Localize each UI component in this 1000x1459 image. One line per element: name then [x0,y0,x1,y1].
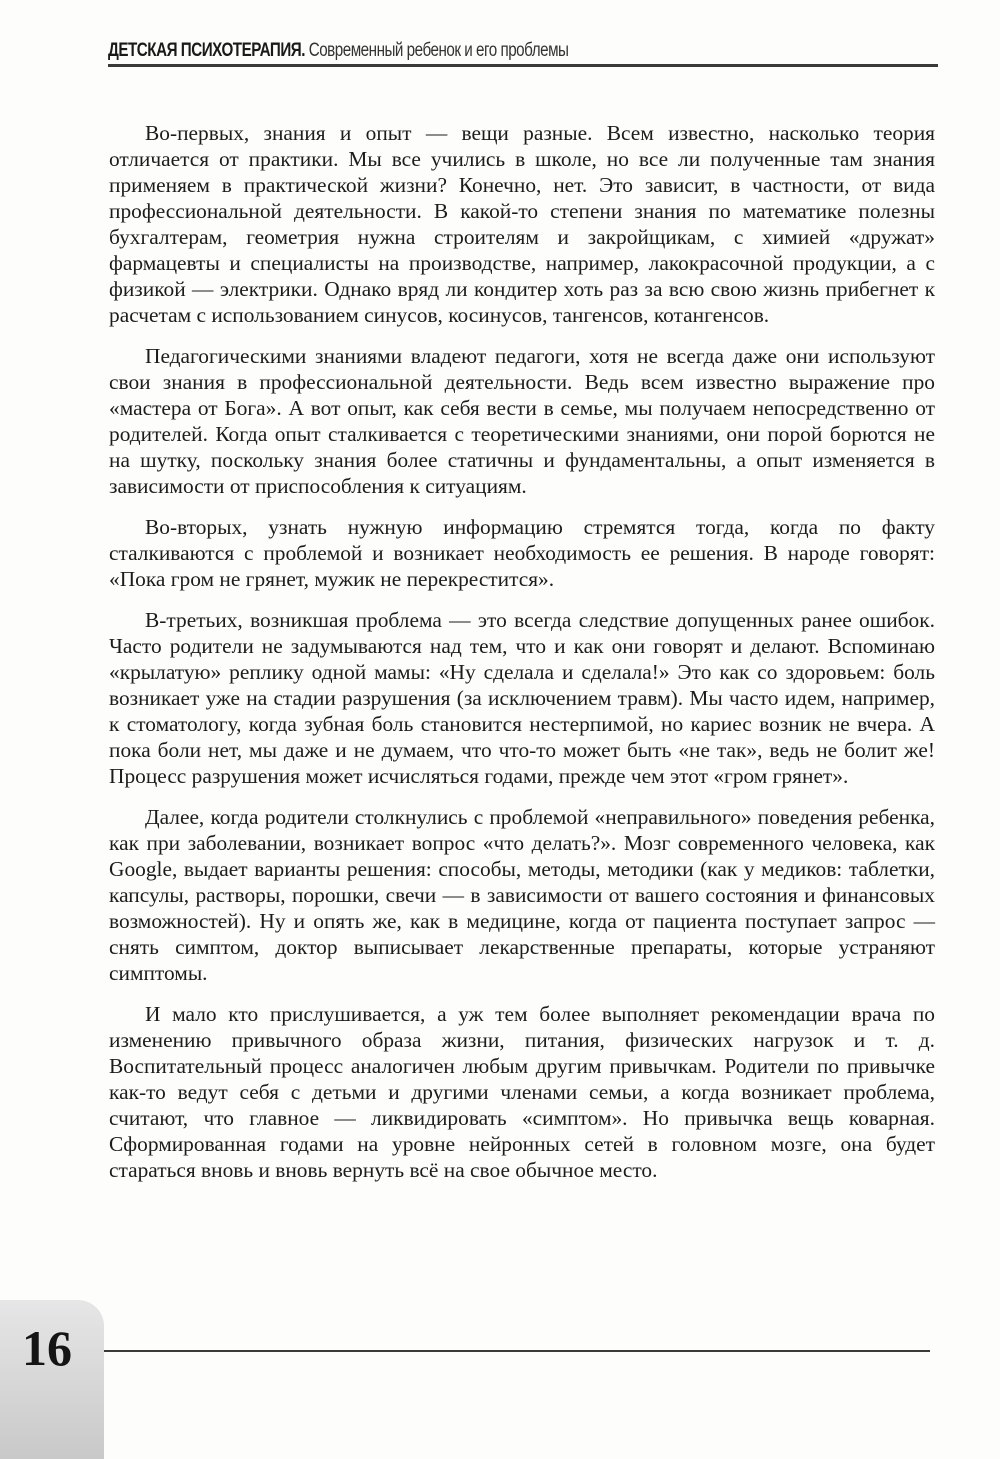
footer-rule [104,1350,930,1352]
paragraph-5: Далее, когда родители столкнулись с проблемой «неправильного» поведения ребенка, как при заболевании, возникает вопрос «что делать?». Мозг современного человека, как Google, выдает варианты решения: способы, методы, методики (как у медиков: таблетки, капсулы, растворы, порошки, свечи — в зависимости от вашего состояния и финансовых возможностей). Ну и опять же, как в медицине, когда от пациента поступает запрос — снять симптом, доктор выписывает лекарственные препараты, которые устраняют симптомы. [109,805,935,985]
header-rule [108,64,938,67]
paragraph-3: Во-вторых, узнать нужную информацию стремятся тогда, когда по факту сталкиваются с проблемой и возникает необходимость ее решения. В народе говорят: «Пока гром не грянет, мужик не перекрестится». [109,515,935,591]
paragraph-2: Педагогическими знаниями владеют педагоги, хотя не всегда даже они используют свои знания в профессиональной деятельности. Ведь всем известно выражение про «мастера от Бога». А вот опыт, как себя вести в семье, мы получаем непосредственно от родителей. Когда опыт сталкивается с теоретическими знаниями, они порой борются не на шутку, поскольку знания более статичны и фундаментальны, а опыт изменяется в зависимости от приспособления к ситуациям. [109,344,935,498]
paragraph-6: И мало кто прислушивается, а уж тем более выполняет рекомендации врача по изменению привычного образа жизни, питания, физических нагрузок и т. д. Воспитательный процесс аналогичен любым другим привычкам. Родители по привычке как-то ведут себя с детьми и другими членами семьи, а когда возникает проблема, считают, что главное — ликвидировать «симптом». Но привычка вещь коварная. Сформированная годами на уровне нейронных сетей в головном мозге, она будет стараться вновь и вновь вернуть всё на свое обычное место. [109,1002,935,1182]
header-text [108,40,568,62]
paragraph-1: Во-первых, знания и опыт — вещи разные. Всем известно, насколько теория отличается от практики. Мы все учились в школе, но все ли полученные там знания применяем в практической жизни? Конечно, нет. Это зависит, в частности, от вида профессиональной деятельности. В какой-то степени знания по математике полезны бухгалтерам, геометрия нужна строителям и закройщикам, с химией «дружат» фармацевты и специалисты на производстве, например, лакокрасочной продукции, а с физикой — электрики. Однако вряд ли кондитер хоть раз за всю свою жизнь прибегнет к расчетам с использованием синусов, косинусов, тангенсов, котангенсов. [109,121,935,327]
paragraph-4: В-третьих, возникшая проблема — это всегда следствие допущенных ранее ошибок. Часто родители не задумываются над тем, что и как они говорят и делают. Вспоминаю «крылатую» реплику одной мамы: «Ну сделала и сделала!» Это как со здоровьем: боль возникает уже на стадии разрушения (за исключением травм). Мы часто идем, например, к стоматологу, когда зубная боль становится нестерпимой, но кариес возник не вчера. А пока боли нет, мы даже и не думаем, что что-то может быть «не так», ведь не болит же! Процесс разрушения может исчисляться годами, прежде чем этот «гром грянет». [109,608,935,788]
body-text [109,120,935,1198]
page-number: 16 [22,1320,72,1376]
running-header [108,34,938,68]
book-subtitle: Современный ребенок и его проблемы [308,40,569,61]
book-title: ДЕТСКАЯ ПСИХОТЕРАПИЯ. [108,40,305,61]
